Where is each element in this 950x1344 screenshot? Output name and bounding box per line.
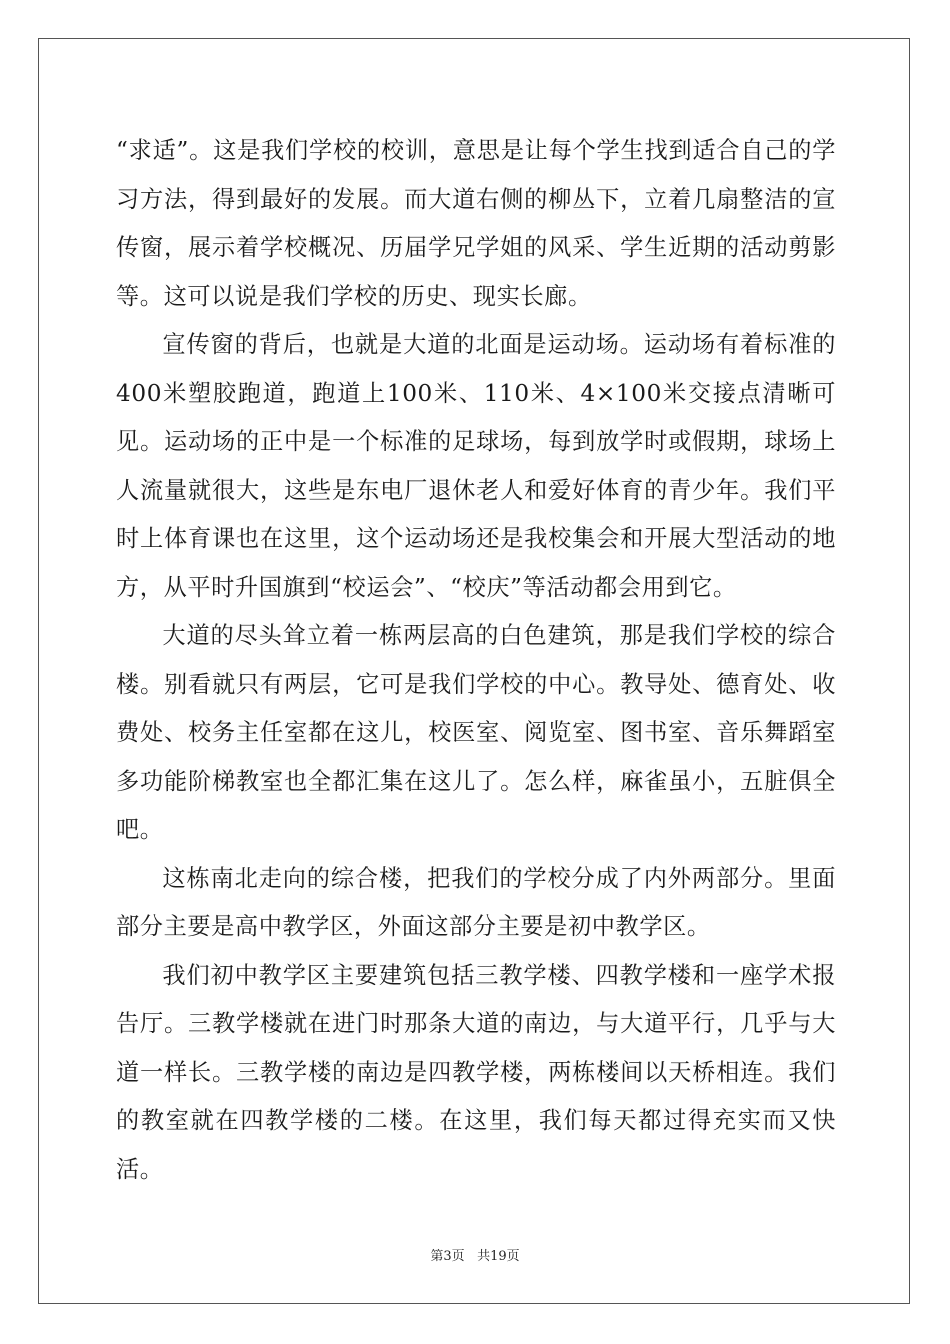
paragraph-5: 我们初中教学区主要建筑包括三教学楼、四教学楼和一座学术报告厅。三教学楼就在进门时那条大道的南边，与大道平行，几乎与大道一样长。三教学楼的南边是四教学楼，两栋楼间以天桥相连。我们的教室就在四教学楼的二楼。在这里，我们每天都过得充实而又快活。 bbox=[116, 961, 836, 1183]
document-body bbox=[116, 127, 836, 1194]
page-number: 第3页 bbox=[430, 1249, 465, 1264]
page-footer bbox=[0, 1245, 950, 1264]
paragraph-1: “求适”。这是我们学校的校训，意思是让每个学生找到适合自己的学习方法，得到最好的发展。而大道右侧的柳丛下，立着几扇整洁的宣传窗，展示着学校概况、历届学兄学姐的风采、学生近期的活动剪影等。这可以说是我们学校的历史、现实长廊。 bbox=[116, 137, 836, 310]
paragraph-2: 宣传窗的背后，也就是大道的北面是运动场。运动场有着标准的400米塑胶跑道，跑道上100米、110米、4×100米交接点清晰可见。运动场的正中是一个标准的足球场，每到放学时或假期，球场上人流量就很大，这些是东电厂退休老人和爱好体育的青少年。我们平时上体育课也在这里，这个运动场还是我校集会和开展大型活动的地方，从平时升国旗到“校运会”、“校庆”等活动都会用到它。 bbox=[116, 331, 836, 601]
page-total: 共19页 bbox=[477, 1249, 520, 1264]
paragraph-4: 这栋南北走向的综合楼，把我们的学校分成了内外两部分。里面部分主要是高中教学区，外面这部分主要是初中教学区。 bbox=[116, 864, 836, 940]
paragraph-3: 大道的尽头耸立着一栋两层高的白色建筑，那是我们学校的综合楼。别看就只有两层，它可是我们学校的中心。教导处、德育处、收费处、校务主任室都在这儿，校医室、阅览室、图书室、音乐舞蹈室多功能阶梯教室也全都汇集在这儿了。怎么样，麻雀虽小，五脏俱全吧。 bbox=[116, 622, 836, 843]
